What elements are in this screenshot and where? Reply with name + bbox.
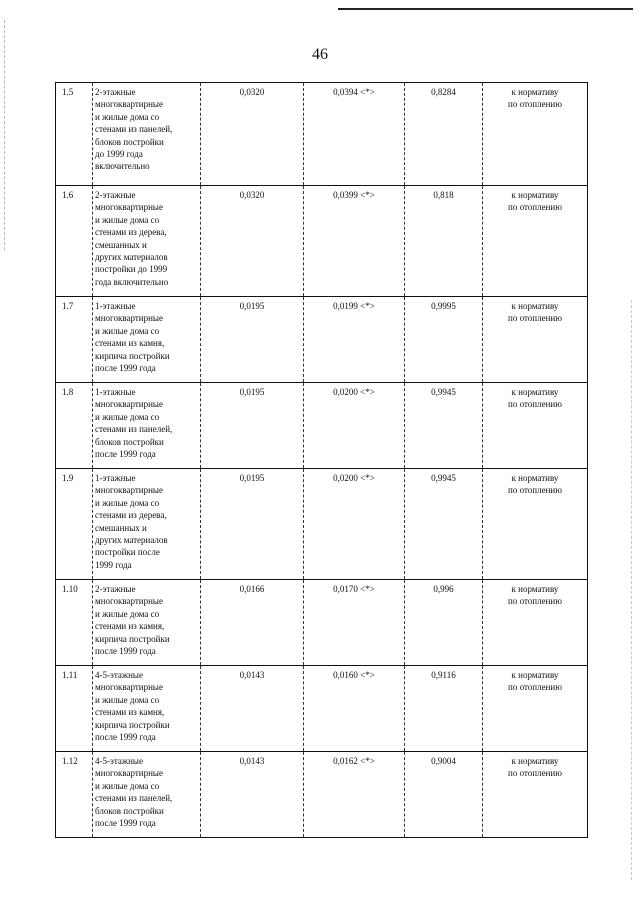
norm-line: к нормативу (511, 584, 559, 594)
value-col-2: 0,0394 <*> (304, 83, 405, 186)
norm-line: по отоплению (508, 682, 562, 693)
value-col-1: 0,0195 (201, 469, 304, 580)
description-line: многоквартирные (95, 313, 163, 324)
description-line: многоквартирные (95, 99, 163, 110)
value-col-1: 0,0320 (201, 186, 304, 297)
table-row (56, 752, 588, 838)
description-line: 4-5-этажные (95, 756, 143, 766)
norm-line: по отоплению (508, 596, 562, 607)
description-line: кирпича постройки (95, 719, 170, 730)
description-line: других материалов (95, 252, 168, 263)
description-line: и жилые дома со (95, 694, 160, 705)
description-line: кирпича постройки (95, 633, 170, 644)
description-line: 2-этажные (95, 190, 136, 200)
row-number: 1.12 (56, 752, 93, 838)
value-col-1: 0,0143 (201, 666, 304, 752)
description-line: и жилые дома со (95, 497, 160, 508)
value-col-1: 0,0166 (201, 580, 304, 666)
description-line: многоквартирные (95, 682, 163, 693)
description-line: блоков постройки (95, 805, 164, 816)
description-line: 4-5-этажные (95, 670, 143, 680)
description-line: многоквартирные (95, 768, 163, 779)
description-line: стенами из дерева, (95, 227, 167, 238)
description-line: многоквартирные (95, 399, 163, 410)
value-col-2: 0,0160 <*> (304, 666, 405, 752)
value-col-3: 0,9995 (405, 297, 483, 383)
table-row (56, 383, 588, 469)
description-line: стенами из камня, (95, 707, 165, 718)
value-col-2: 0,0162 <*> (304, 752, 405, 838)
value-col-3: 0,8284 (405, 83, 483, 186)
norm-note (483, 83, 588, 186)
description-line: и жилые дома со (95, 325, 160, 336)
norm-line: к нормативу (511, 670, 559, 680)
norm-line: по отоплению (508, 399, 562, 410)
table-row (56, 297, 588, 383)
value-col-2: 0,0200 <*> (304, 469, 405, 580)
value-col-1: 0,0143 (201, 752, 304, 838)
building-description (93, 469, 201, 580)
table-row (56, 83, 588, 186)
building-description (93, 383, 201, 469)
description-line: стенами из камня, (95, 621, 165, 632)
value-col-3: 0,9945 (405, 383, 483, 469)
norm-line: к нормативу (511, 473, 559, 483)
description-line: 1999 года (95, 559, 132, 570)
top-rule (338, 8, 633, 10)
norm-line: к нормативу (511, 387, 559, 397)
norm-line: по отоплению (508, 202, 562, 213)
building-description (93, 666, 201, 752)
page-number: 46 (312, 46, 328, 63)
description-line: стенами из камня, (95, 338, 165, 349)
value-col-2: 0,0399 <*> (304, 186, 405, 297)
description-line: и жилые дома со (95, 111, 160, 122)
description-line: стенами из панелей, (95, 424, 173, 435)
description-line: после 1999 года (95, 818, 156, 829)
table-row (56, 469, 588, 580)
description-line: года включительно (95, 276, 169, 287)
description-line: до 1999 года (95, 149, 143, 160)
norm-line: по отоплению (508, 313, 562, 324)
norm-note (483, 383, 588, 469)
description-line: 2-этажные (95, 584, 136, 594)
norm-note (483, 580, 588, 666)
value-col-2: 0,0199 <*> (304, 297, 405, 383)
building-description (93, 83, 201, 186)
norm-note (483, 469, 588, 580)
description-line: кирпича постройки (95, 350, 170, 361)
norm-line: к нормативу (511, 190, 559, 200)
norm-line: к нормативу (511, 301, 559, 311)
description-line: после 1999 года (95, 363, 156, 374)
description-line: стенами из дерева, (95, 510, 167, 521)
row-number: 1.7 (56, 297, 93, 383)
value-col-1: 0,0320 (201, 83, 304, 186)
table-body (56, 83, 588, 838)
description-line: блоков постройки (95, 436, 164, 447)
description-line: и жилые дома со (95, 214, 160, 225)
description-line: многоквартирные (95, 202, 163, 213)
description-line: смешанных и (95, 239, 147, 250)
value-col-1: 0,0195 (201, 297, 304, 383)
description-line: 1-этажные (95, 473, 136, 483)
description-line: 1-этажные (95, 301, 136, 311)
building-description (93, 752, 201, 838)
row-number: 1.6 (56, 186, 93, 297)
description-line: и жилые дома со (95, 780, 160, 791)
description-line: включительно (95, 161, 150, 172)
norm-line: по отоплению (508, 768, 562, 779)
table-row (56, 666, 588, 752)
norm-line: к нормативу (511, 87, 559, 97)
description-line: постройки после (95, 547, 160, 558)
description-line: блоков постройки (95, 136, 164, 147)
value-col-3: 0,818 (405, 186, 483, 297)
table-row (56, 580, 588, 666)
row-number: 1.8 (56, 383, 93, 469)
description-line: многоквартирные (95, 485, 163, 496)
row-number: 1.5 (56, 83, 93, 186)
building-description (93, 580, 201, 666)
description-line: после 1999 года (95, 646, 156, 657)
norm-note (483, 297, 588, 383)
norm-note (483, 666, 588, 752)
description-line: стенами из панелей, (95, 793, 173, 804)
norm-line: по отоплению (508, 99, 562, 110)
description-line: 1-этажные (95, 387, 136, 397)
description-line: после 1999 года (95, 732, 156, 743)
row-number: 1.11 (56, 666, 93, 752)
description-line: постройки до 1999 (95, 264, 168, 275)
row-number: 1.10 (56, 580, 93, 666)
scan-edge-right (631, 300, 633, 880)
building-description (93, 186, 201, 297)
description-line: стенами из панелей, (95, 124, 173, 135)
building-description (93, 297, 201, 383)
value-col-2: 0,0200 <*> (304, 383, 405, 469)
value-col-3: 0,996 (405, 580, 483, 666)
description-line: и жилые дома со (95, 608, 160, 619)
norm-line: по отоплению (508, 485, 562, 496)
value-col-3: 0,9945 (405, 469, 483, 580)
value-col-1: 0,0195 (201, 383, 304, 469)
norm-line: к нормативу (511, 756, 559, 766)
description-line: многоквартирные (95, 596, 163, 607)
norm-note (483, 186, 588, 297)
description-line: после 1999 года (95, 449, 156, 460)
description-line: смешанных и (95, 522, 147, 533)
tariff-table (55, 82, 588, 838)
description-line: и жилые дома со (95, 411, 160, 422)
description-line: других материалов (95, 535, 168, 546)
table-row (56, 186, 588, 297)
value-col-3: 0,9116 (405, 666, 483, 752)
row-number: 1.9 (56, 469, 93, 580)
description-line: 2-этажные (95, 87, 136, 97)
value-col-2: 0,0170 <*> (304, 580, 405, 666)
value-col-3: 0,9004 (405, 752, 483, 838)
norm-note (483, 752, 588, 838)
